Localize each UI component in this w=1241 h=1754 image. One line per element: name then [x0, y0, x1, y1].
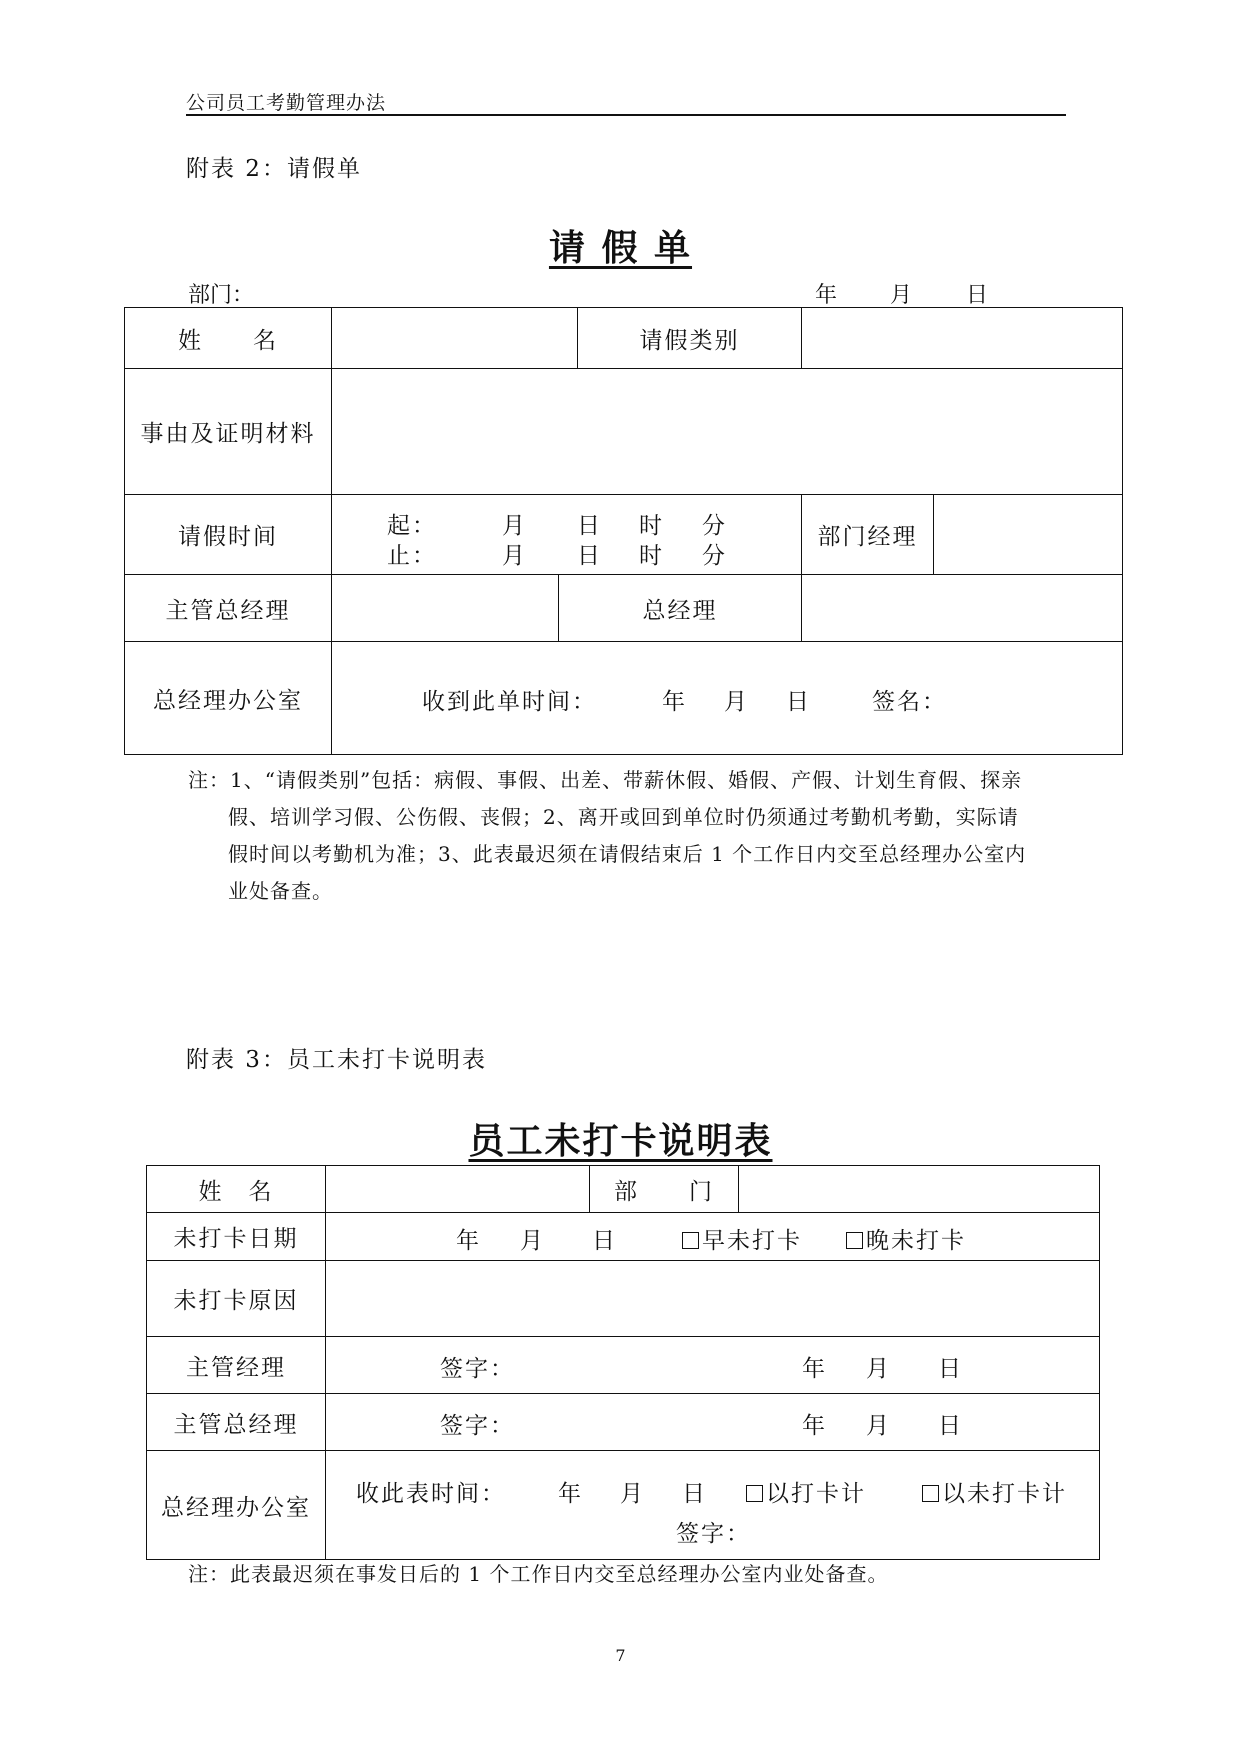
mp-reason-label-cell: 未打卡原因 [147, 1261, 326, 1337]
mp-supervising-gm-day-label: 日 [938, 1413, 963, 1439]
note-line-2: 假、培训学习假、公伤假、丧假；2、离开或回到单位时仍须通过考勤机考勤，实际请 [228, 805, 1019, 829]
header-divider [186, 114, 1066, 116]
date-year-label: 年 [815, 283, 838, 308]
mp-supervisor-year-label: 年 [802, 1356, 827, 1382]
mp-date-label-cell: 未打卡日期 [147, 1213, 326, 1261]
count-as-punch-option[interactable] [746, 1475, 866, 1508]
signature-label: 签名： [872, 689, 947, 715]
page-number: 7 [615, 1646, 626, 1665]
mp-supervisor-month-label: 月 [866, 1356, 891, 1382]
leave-notes [188, 762, 1026, 910]
gm-office-label-cell: 总经理办公室 [125, 642, 332, 755]
count-as-missed-checkbox[interactable] [922, 1485, 939, 1502]
mp-name-input-cell[interactable] [326, 1166, 590, 1213]
leave-request-table [124, 307, 1123, 755]
end-minute-label: 分 [702, 542, 727, 569]
end-month-label: 月 [502, 542, 527, 569]
count-as-punch-label: 以打卡计 [766, 1481, 866, 1507]
reason-label-cell: 事由及证明材料 [125, 369, 332, 495]
missed-punch-table [146, 1165, 1100, 1560]
note-line-1: 注：1、“请假类别”包括：病假、事假、出差、带薪休假、婚假、产假、计划生育假、探亲 [188, 768, 1023, 792]
supervising-gm-input-cell[interactable] [332, 575, 559, 642]
leave-time-label-cell: 请假时间 [125, 495, 332, 575]
end-label: 止： [387, 542, 437, 569]
missed-punch-form-title: 员工未打卡说明表 [468, 1120, 773, 1162]
missed-punch-note: 注：此表最迟须在事发日后的 1 个工作日内交至总经理办公室内业处备查。 [188, 1562, 889, 1586]
date-day-label: 日 [966, 283, 989, 308]
dept-manager-input-cell[interactable] [934, 495, 1123, 575]
morning-missed-label: 早未打卡 [702, 1227, 802, 1254]
end-hour-label: 时 [639, 542, 664, 569]
mp-received-year-label: 年 [558, 1481, 583, 1507]
appendix-2-label: 附表 2：请假单 [186, 156, 362, 182]
mp-date-input-cell[interactable] [326, 1213, 1100, 1261]
morning-missed-checkbox[interactable] [682, 1232, 699, 1249]
start-day-label: 日 [577, 512, 602, 539]
morning-missed-option[interactable] [682, 1222, 802, 1255]
evening-missed-label: 晚未打卡 [866, 1227, 966, 1254]
mp-received-day-label: 日 [682, 1481, 707, 1507]
leave-category-label-cell: 请假类别 [578, 308, 802, 369]
note-line-3: 假时间以考勤机为准；3、此表最迟须在请假结束后 1 个工作日内交至总经理办公室内 [228, 842, 1027, 866]
count-as-missed-option[interactable] [922, 1475, 1067, 1508]
received-time-label: 收到此单时间： [422, 689, 597, 715]
mp-gm-office-label-cell: 总经理办公室 [147, 1451, 326, 1560]
leave-form-title: 请 假 单 [548, 227, 693, 269]
mp-supervisor-day-label: 日 [938, 1356, 963, 1382]
count-as-missed-label: 以未打卡计 [942, 1481, 1067, 1507]
start-month-label: 月 [502, 512, 527, 539]
mp-supervisor-label-cell: 主管经理 [147, 1337, 326, 1394]
count-as-punch-checkbox[interactable] [746, 1485, 763, 1502]
received-day-label: 日 [786, 689, 811, 715]
mp-supervisor-sign-cell[interactable] [326, 1337, 1100, 1394]
date-month-label: 月 [890, 283, 913, 308]
start-hour-label: 时 [639, 512, 664, 539]
leave-category-input-cell[interactable] [802, 308, 1123, 369]
mp-reason-input-cell[interactable] [326, 1261, 1100, 1337]
mp-supervising-gm-year-label: 年 [802, 1413, 827, 1439]
mp-dept-label-cell: 部 门 [590, 1166, 739, 1213]
mp-name-label-cell: 姓 名 [147, 1166, 326, 1213]
mp-dept-input-cell[interactable] [739, 1166, 1100, 1213]
mp-gm-office-sign-label: 签字： [676, 1521, 751, 1547]
supervising-gm-label-cell: 主管总经理 [125, 575, 332, 642]
start-minute-label: 分 [702, 512, 727, 539]
mp-month-label: 月 [520, 1227, 545, 1254]
received-year-label: 年 [662, 689, 687, 715]
received-month-label: 月 [724, 689, 749, 715]
mp-supervising-gm-sign-cell[interactable] [326, 1394, 1100, 1451]
gm-office-receipt-cell[interactable] [332, 642, 1123, 755]
mp-received-time-label: 收此表时间： [356, 1481, 506, 1507]
gm-label-cell: 总经理 [559, 575, 802, 642]
note-line-4: 业处备查。 [228, 879, 333, 903]
mp-received-month-label: 月 [620, 1481, 645, 1507]
name-label-cell: 姓 名 [125, 308, 332, 369]
start-label: 起： [387, 512, 437, 539]
reason-input-cell[interactable] [332, 369, 1123, 495]
dept-manager-label-cell: 部门经理 [802, 495, 934, 575]
mp-supervising-gm-month-label: 月 [866, 1413, 891, 1439]
appendix-3-label: 附表 3：员工未打卡说明表 [186, 1047, 487, 1073]
mp-supervising-gm-sign-label: 签字： [440, 1413, 515, 1439]
mp-gm-office-cell[interactable] [326, 1451, 1100, 1560]
mp-supervisor-sign-label: 签字： [440, 1356, 515, 1382]
dept-label: 部门： [188, 283, 255, 308]
mp-year-label: 年 [456, 1227, 481, 1254]
mp-supervising-gm-label-cell: 主管总经理 [147, 1394, 326, 1451]
evening-missed-checkbox[interactable] [846, 1232, 863, 1249]
evening-missed-option[interactable] [846, 1222, 966, 1255]
document-header: 公司员工考勤管理办法 [186, 92, 387, 114]
gm-input-cell[interactable] [802, 575, 1123, 642]
name-input-cell[interactable] [332, 308, 578, 369]
leave-time-input-cell[interactable] [332, 495, 802, 575]
mp-day-label: 日 [592, 1227, 617, 1254]
end-day-label: 日 [577, 542, 602, 569]
